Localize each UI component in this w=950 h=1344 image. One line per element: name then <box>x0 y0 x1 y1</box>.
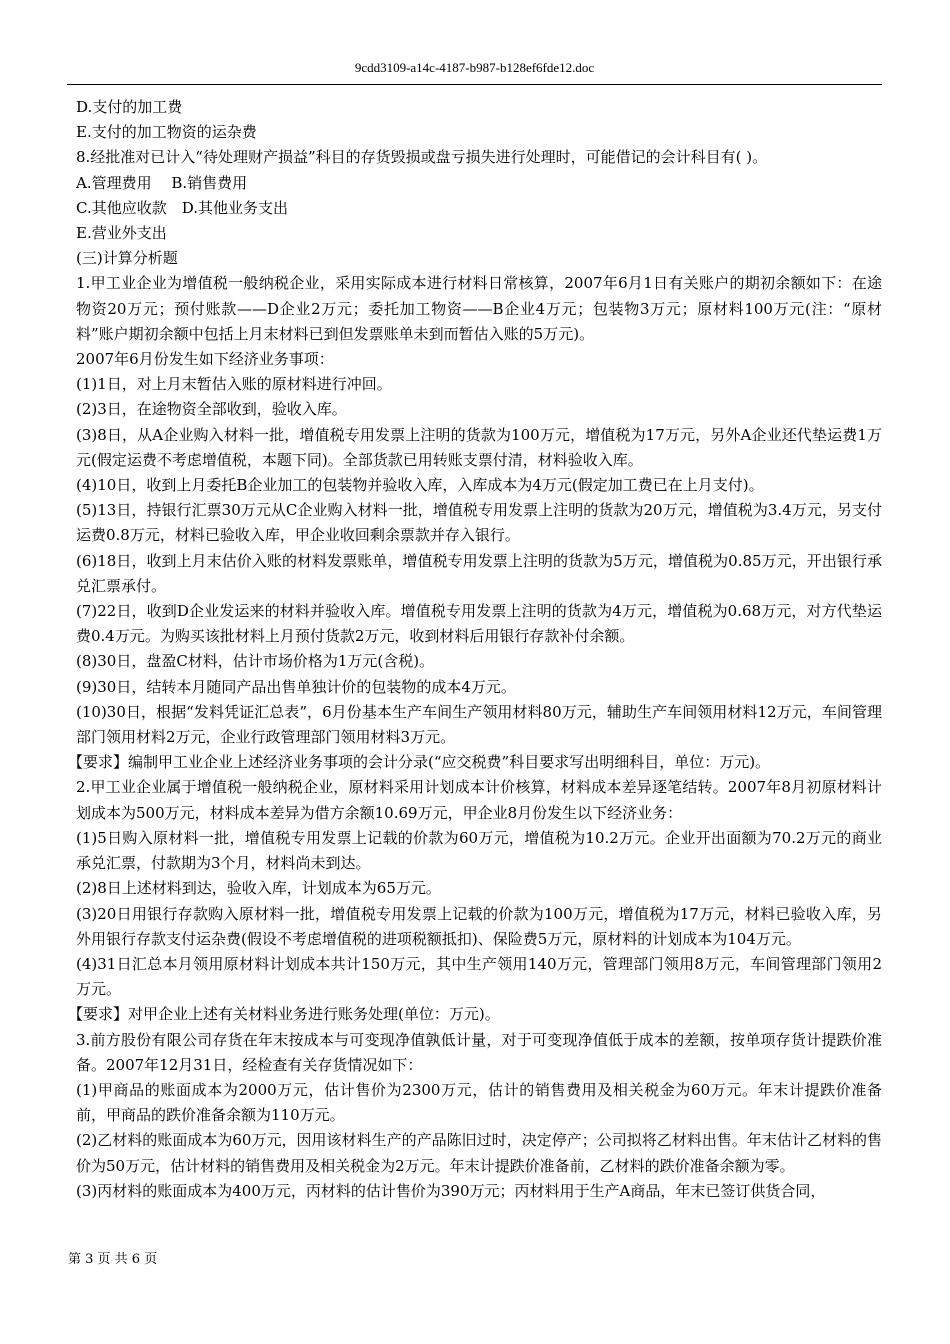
problem-2-item-2: (2)8日上述材料到达，验收入库，计划成本为65万元。 <box>76 879 441 898</box>
page-number-footer: 第 3 页 共 6 页 <box>68 1252 158 1267</box>
option-e: E.支付的加工物资的运杂费 <box>76 123 257 142</box>
options-a-b: A.管理费用 B.销售费用 <box>76 173 248 192</box>
problem-1-requirement: 【要求】编制甲工业企业上述经济业务事项的会计分录(“应交税费”科目要求写出明细科目，单位：万元)。 <box>68 753 771 772</box>
document-body <box>68 95 882 1204</box>
problem-2-item-3: (3)20日用银行存款购入原材料一批，增值税专用发票上记载的价款为100万元，增值税为17万元，材料已验收入库，另外用银行存款支付运杂费(假设不考虑增值税的进项税额抵扣)、保险费5万元，原材料的计划成本为104万元。 <box>76 904 882 948</box>
problem-1-item-10: (10)30日，根据“发料凭证汇总表”，6月份基本生产车间生产领用材料80万元，辅助生产车间领用材料12万元，车间管理部门领用材料2万元，企业行政管理部门领用材料3万元。 <box>76 702 882 747</box>
problem-1-item-4: (4)10日，收到上月委托B企业加工的包装物并验收入库，入库成本为4万元(假定加工费已在上月支付)。 <box>76 476 764 495</box>
document-filename-header: 9cdd3109-a14c-4187-b987-b128ef6fde12.doc <box>354 60 595 75</box>
problem-1-item-5: (5)13日，持银行汇票30万元从C企业购入材料一批，增值税专用发票上注明的货款为20万元，增值税为3.4万元，另支付运费0.8万元，材料已验收入库，甲企业收回剩余票款并存入银行。 <box>76 501 882 545</box>
options-c-d: C.其他应收款 D.其他业务支出 <box>76 198 288 217</box>
problem-1-intro: 1.甲工业企业为增值税一般纳税企业，采用实际成本进行材料日常核算，2007年6月1日有关账户的期初余额如下：在途物资20万元；预付账款——D企业2万元；委托加工物资——B企业4万元；包装物3万元；原材料100万元(注：“原材料”账户期初余额中包括上月末材料已到但发票账单未到而暂估入账的5万元)。 <box>76 274 882 343</box>
problem-3-item-2: (2)乙材料的账面成本为60万元，因用该材料生产的产品陈旧过时，决定停产；公司拟将乙材料出售。年末估计乙材料的售价为50万元，估计材料的销售费用及相关税金为2万元。年末计提跌价准备前，乙材料的跌价准备余额为零。 <box>76 1131 882 1175</box>
problem-2-item-1: (1)5日购入原材料一批，增值税专用发票上记载的价款为60万元，增值税为10.2万元。企业开出面额为70.2万元的商业承兑汇票，付款期为3个月，材料尚未到达。 <box>76 828 882 873</box>
problem-3-item-1: (1)甲商品的账面成本为2000万元，估计售价为2300万元，估计的销售费用及相关税金为60万元。年末计提跌价准备前，甲商品的跌价准备余额为110万元。 <box>76 1080 882 1125</box>
option-e-2: E.营业外支出 <box>76 224 167 243</box>
problem-1-item-6: (6)18日，收到上月末估价入账的材料发票账单，增值税专用发票上注明的货款为5万元，增值税为0.85万元，开出银行承兑汇票承付。 <box>76 551 882 595</box>
option-d: D.支付的加工费 <box>76 98 183 116</box>
problem-1-item-9: (9)30日，结转本月随同产品出售单独计价的包装物的成本4万元。 <box>76 677 516 696</box>
problem-3-item-3: (3)丙材料的账面成本为400万元，丙材料的估计售价为390万元；丙材料用于生产A商品，年末已签订供货合同， <box>76 1181 826 1200</box>
problem-3-intro: 3.前方股份有限公司存货在年末按成本与可变现净值孰低计量，对于可变现净值低于成本的差额，按单项存货计提跌价准备。2007年12月31日，经检查有关存货情况如下： <box>76 1030 882 1074</box>
problem-1-item-2: (2)3日，在途物资全部收到，验收入库。 <box>76 400 347 419</box>
problem-2-item-4: (4)31日汇总本月领用原材料计划成本共计150万元，其中生产领用140万元，管理部门领用8万元，车间管理部门领用2万元。 <box>76 954 882 999</box>
section-heading: (三)计算分析题 <box>76 249 178 268</box>
problem-2-requirement: 【要求】对甲企业上述有关材料业务进行账务处理(单位：万元)。 <box>68 1005 500 1024</box>
problem-1-item-1: (1)1日，对上月末暂估入账的原材料进行冲回。 <box>76 375 392 394</box>
problem-1-item-8: (8)30日，盘盈C材料，估计市场价格为1万元(含税)。 <box>76 652 435 671</box>
question-8: 8.经批准对已计入“待处理财产损益”科目的存货毁损或盘亏损失进行处理时，可能借记的会计科目有( )。 <box>76 148 768 167</box>
problem-1-subheading: 2007年6月份发生如下经济业务事项： <box>76 350 334 369</box>
problem-1-item-7: (7)22日，收到D企业发运来的材料并验收入库。增值税专用发票上注明的货款为4万元，增值税为0.68万元，对方代垫运费0.4万元。为购买该批材料上月预付货款2万元，收到材料后用银行存款补付余额。 <box>76 602 882 646</box>
header-divider <box>67 84 882 85</box>
problem-1-item-3: (3)8日，从A企业购入材料一批，增值税专用发票上注明的货款为100万元，增值税为17万元，另外A企业还代垫运费1万元(假定运费不考虑增值税，本题下同)。全部货款已用转账支票付清，材料验收入库。 <box>76 425 882 469</box>
problem-2-intro: 2.甲工业企业属于增值税一般纳税企业，原材料采用计划成本计价核算，材料成本差异逐笔结转。2007年8月初原材料计划成本为500万元，材料成本差异为借方余额10.69万元，甲企业8月份发生以下经济业务： <box>76 778 882 822</box>
